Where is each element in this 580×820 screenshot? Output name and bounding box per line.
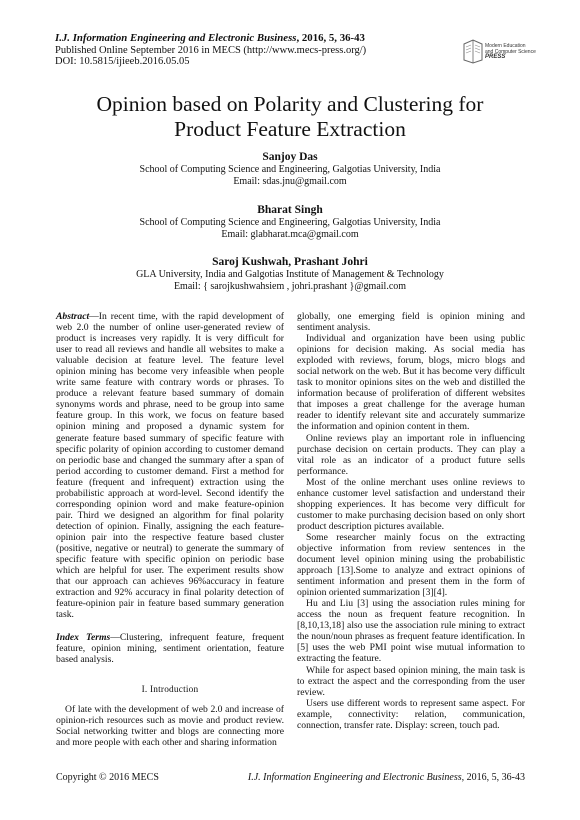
title-line-2: Product Feature Extraction <box>174 117 406 141</box>
footer-journal-name: I.J. Information Engineering and Electronic Business, <box>247 772 465 783</box>
left-column <box>56 311 284 748</box>
index-terms-label: Index Terms <box>56 632 111 644</box>
intro-paragraph: Of late with the development of web 2.0 and increase of opinion-rich resources such as movie and product review. Social networking twitter and blogs are connecting more and more people with each other and sharing information <box>56 703 284 748</box>
paragraph: Individual and organization have been using public opinions for decision making. As social media has exploded with reviews, forum, blogs, micro blogs and social network on the web. But it has become very difficult task to monitor opinions sites on the web and distilled the information because of proliferation of different websites that imposes a great challenge for the average human reader to identify relevant site and accurately summarize the information and opinion content in them. <box>297 333 525 433</box>
title-line-1: Opinion based on Polarity and Clustering for <box>96 92 484 116</box>
paragraph: Users use different words to represent same aspect. For example, connectivity: relation, communication, connection, transfer rate. Display: screen, touch pad. <box>297 697 525 731</box>
abstract <box>56 311 284 620</box>
logo-line-1: Modern Education <box>485 43 526 49</box>
journal-citation <box>55 33 525 45</box>
author-affiliation: GLA University, India and Galgotias Institute of Management & Technology <box>136 269 444 280</box>
paragraph: globally, one emerging field is opinion mining and sentiment analysis. <box>297 311 525 334</box>
footer-copyright: Copyright © 2016 MECS <box>56 772 159 783</box>
author-block-2 <box>40 203 540 240</box>
author-affiliation: School of Computing Science and Engineering, Galgotias University, India <box>139 217 441 228</box>
logo-line-2: and Computer Science <box>485 48 536 55</box>
author-email: Email: { sarojkushwahsiem , johri.prashant }@gmail.com <box>173 280 407 292</box>
abstract-text: —In recent time, with the rapid development of web 2.0 the number of online user-generated review of product is increases very rapidly. It is very difficult for user to read all reviews and handle all websites to make a valuable decision at feature level. The feature level opinion mining has become very infeasible when people write same feature with contrary words or phrases. To produce a relevant feature based summary of domain synonyms words and phrase, need to be group into same feature group. In this work, we focus on feature based opinion mining and proposed a dynamic system for generate feature based summary of specific feature with specific polarity of opinion according to customer demand on periodic base and changed the summary after a span of period according to customer demand. First a method for feature (frequent and infrequent) extraction using the probabilistic approach at word-level. Second identify the corresponding opinion word and make feature-opinion pair. Third we designed an algorithm for final polarity detection of opinion. Finally, assigning the each feature-opinion pair into the respective feature based cluster (positive, negative or neutral) to generate the summary of specific feature with specific opinion on periodic base which are helpful for user. The experiment results show that our approach can achieves 96%accuracy in feature extraction and 92% accuracy in final polarity detection of feature-opinion pair in feature based summary generation task. <box>56 311 284 621</box>
abstract-label: Abstract <box>56 311 90 322</box>
right-column <box>297 311 525 731</box>
paragraph: Some researcher mainly focus on the extracting objective information from review sentences in the document level opinion mining using the probabilistic approach [13].Some to analyze and extract opinions of sentiment information and present them in the form of opinion oriented summarization [3][4]. <box>297 531 525 599</box>
journal-header <box>55 33 525 68</box>
author-email: Email: glabharat.mca@gmail.com <box>221 228 359 240</box>
section-heading: I. Introduction <box>141 685 199 696</box>
paragraph: While for aspect based opinion mining, the main task is to extract the aspect and the corresponding from the user review. <box>297 664 525 698</box>
paragraph: Online reviews play an important role in influencing purchase decision on certain products. They can play a vital role as an indicator of a product future sells performance. <box>297 432 525 477</box>
journal-name: I.J. Information Engineering and Electronic Business <box>55 32 297 44</box>
doi-line: DOI: 10.5815/ijieeb.2016.05.05 <box>55 56 190 67</box>
paragraph: Most of the online merchant uses online reviews to enhance customer level satisfaction and understand their shopping experiences. It has become very difficult for customer to make purchasing decision based on only short product description pictures available. <box>297 476 525 532</box>
published-line: Published Online September 2016 in MECS (http://www.mecs-press.org/) <box>55 44 367 56</box>
book-icon <box>462 38 484 64</box>
author-affiliation: School of Computing Science and Engineering, Galgotias University, India <box>139 164 441 175</box>
author-name: Saroj Kushwah, Prashant Johri <box>212 256 368 268</box>
index-terms <box>56 632 284 665</box>
author-block-1 <box>40 150 540 187</box>
footer-journal <box>248 772 525 783</box>
author-block-3 <box>40 255 540 292</box>
paper-title <box>40 92 540 142</box>
index-terms-text: —Clustering, infrequent feature, frequent feature, opinion mining, sentiment orientation, feature based analysis. <box>56 632 284 666</box>
author-email: Email: sdas.jnu@gmail.com <box>233 175 347 187</box>
paragraph: Hu and Liu [3] using the association rules mining for access the noun as frequent feature recognition. In [8,10,13,18] also use the association rule mining to extract the noun/noun phrases as frequent feature identification. In [5] uses the web PMI point wise mutual information to extracting the feature. <box>297 598 525 665</box>
author-name: Bharat Singh <box>257 204 323 216</box>
footer-journal-volume: 2016, 5, 36-43 <box>464 772 525 783</box>
author-name: Sanjoy Das <box>262 151 318 163</box>
mecs-press-logo <box>462 34 536 70</box>
logo-press: PRESS <box>485 54 506 60</box>
logo-text <box>485 44 536 61</box>
journal-volume: , 2016, 5, 36-43 <box>296 32 365 44</box>
